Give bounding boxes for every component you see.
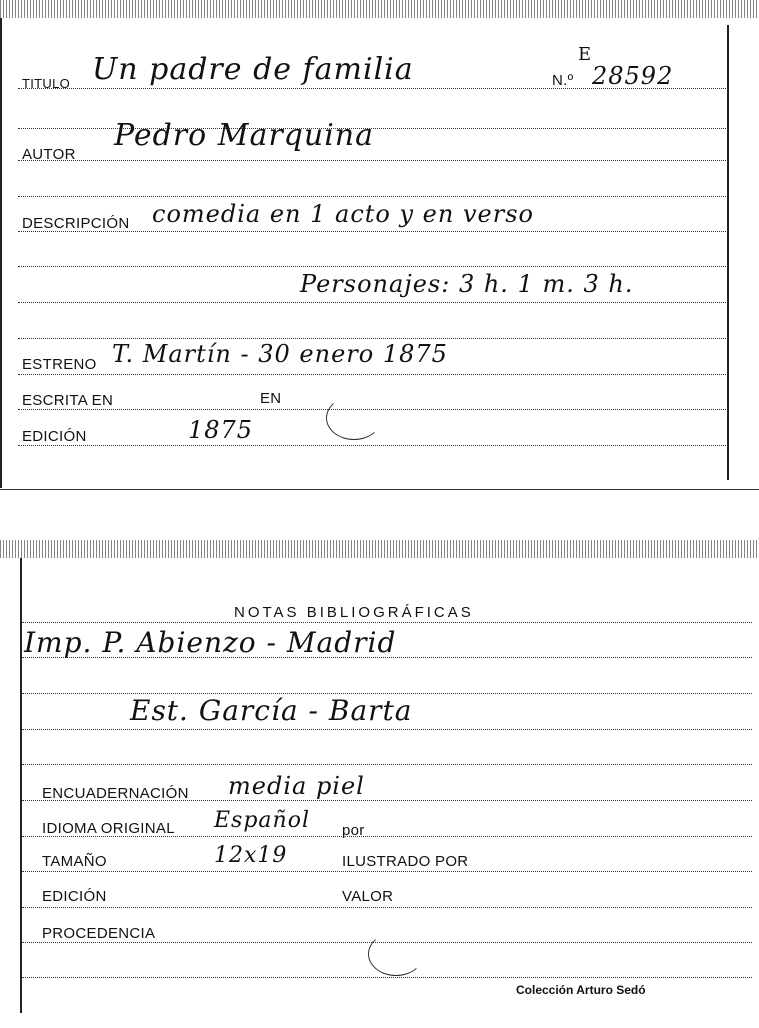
rule [22,907,752,908]
encuadernacion-value: media piel [228,772,365,800]
titulo-value: Un padre de familia [92,52,414,87]
torn-top-edge [0,540,759,558]
rule [22,622,752,623]
rule [22,977,752,978]
notas-heading: NOTAS BIBLIOGRÁFICAS [234,604,474,621]
titulo-label: TITULO [22,76,71,91]
rule [22,764,752,765]
punch-hole [368,932,424,976]
escrita-label: ESCRITA EN [22,392,114,409]
edicion-value: 1875 [188,416,254,444]
edicion-label: EDICIÓN [22,428,87,445]
rule [18,302,726,303]
en-label: EN [260,390,282,407]
coleccion-footer: Colección Arturo Sedó [516,983,646,997]
numero-prefix: E [578,44,593,65]
punch-hole [326,396,382,440]
numero-label: N.º [552,72,574,89]
card-left-edge [0,18,2,488]
card-left-edge [20,558,22,1013]
catalog-card-back [0,540,759,1028]
nota-establecimiento: Est. García - Barta [130,694,413,727]
catalog-card-front [0,0,759,492]
card-right-edge [727,25,729,480]
por-label: por [342,822,365,839]
card-bottom-edge [0,489,759,490]
idioma-label: IDIOMA ORIGINAL [42,820,175,837]
autor-value: Pedro Marquina [114,118,375,153]
rule [22,871,752,872]
rule [22,729,752,730]
rule [18,445,726,446]
estreno-label: ESTRENO [22,356,97,373]
valor-label: VALOR [342,888,394,905]
tamano-label: TAMAÑO [42,853,107,870]
rule [18,160,726,161]
torn-top-edge [0,0,759,18]
procedencia-label: PROCEDENCIA [42,925,156,942]
numero-value: 28592 [592,62,674,90]
estreno-value: T. Martín - 30 enero 1875 [112,340,448,368]
descripcion-value: comedia en 1 acto y en verso [152,200,534,228]
tamano-value: 12x19 [214,843,288,868]
autor-label: AUTOR [22,146,76,163]
ilustrado-label: ILUSTRADO POR [342,853,469,870]
nota-imprenta: Imp. P. Abienzo - Madrid [24,626,397,659]
encuadernacion-label: ENCUADERNACIÓN [42,785,189,802]
rule [18,196,726,197]
descripcion-label: DESCRIPCIÓN [22,215,130,232]
rule [18,338,726,339]
rule [18,266,726,267]
edicion-label-2: EDICIÓN [42,888,107,905]
idioma-value: Español [214,808,310,833]
rule [18,374,726,375]
personajes-value: Personajes: 3 h. 1 m. 3 h. [300,270,634,298]
